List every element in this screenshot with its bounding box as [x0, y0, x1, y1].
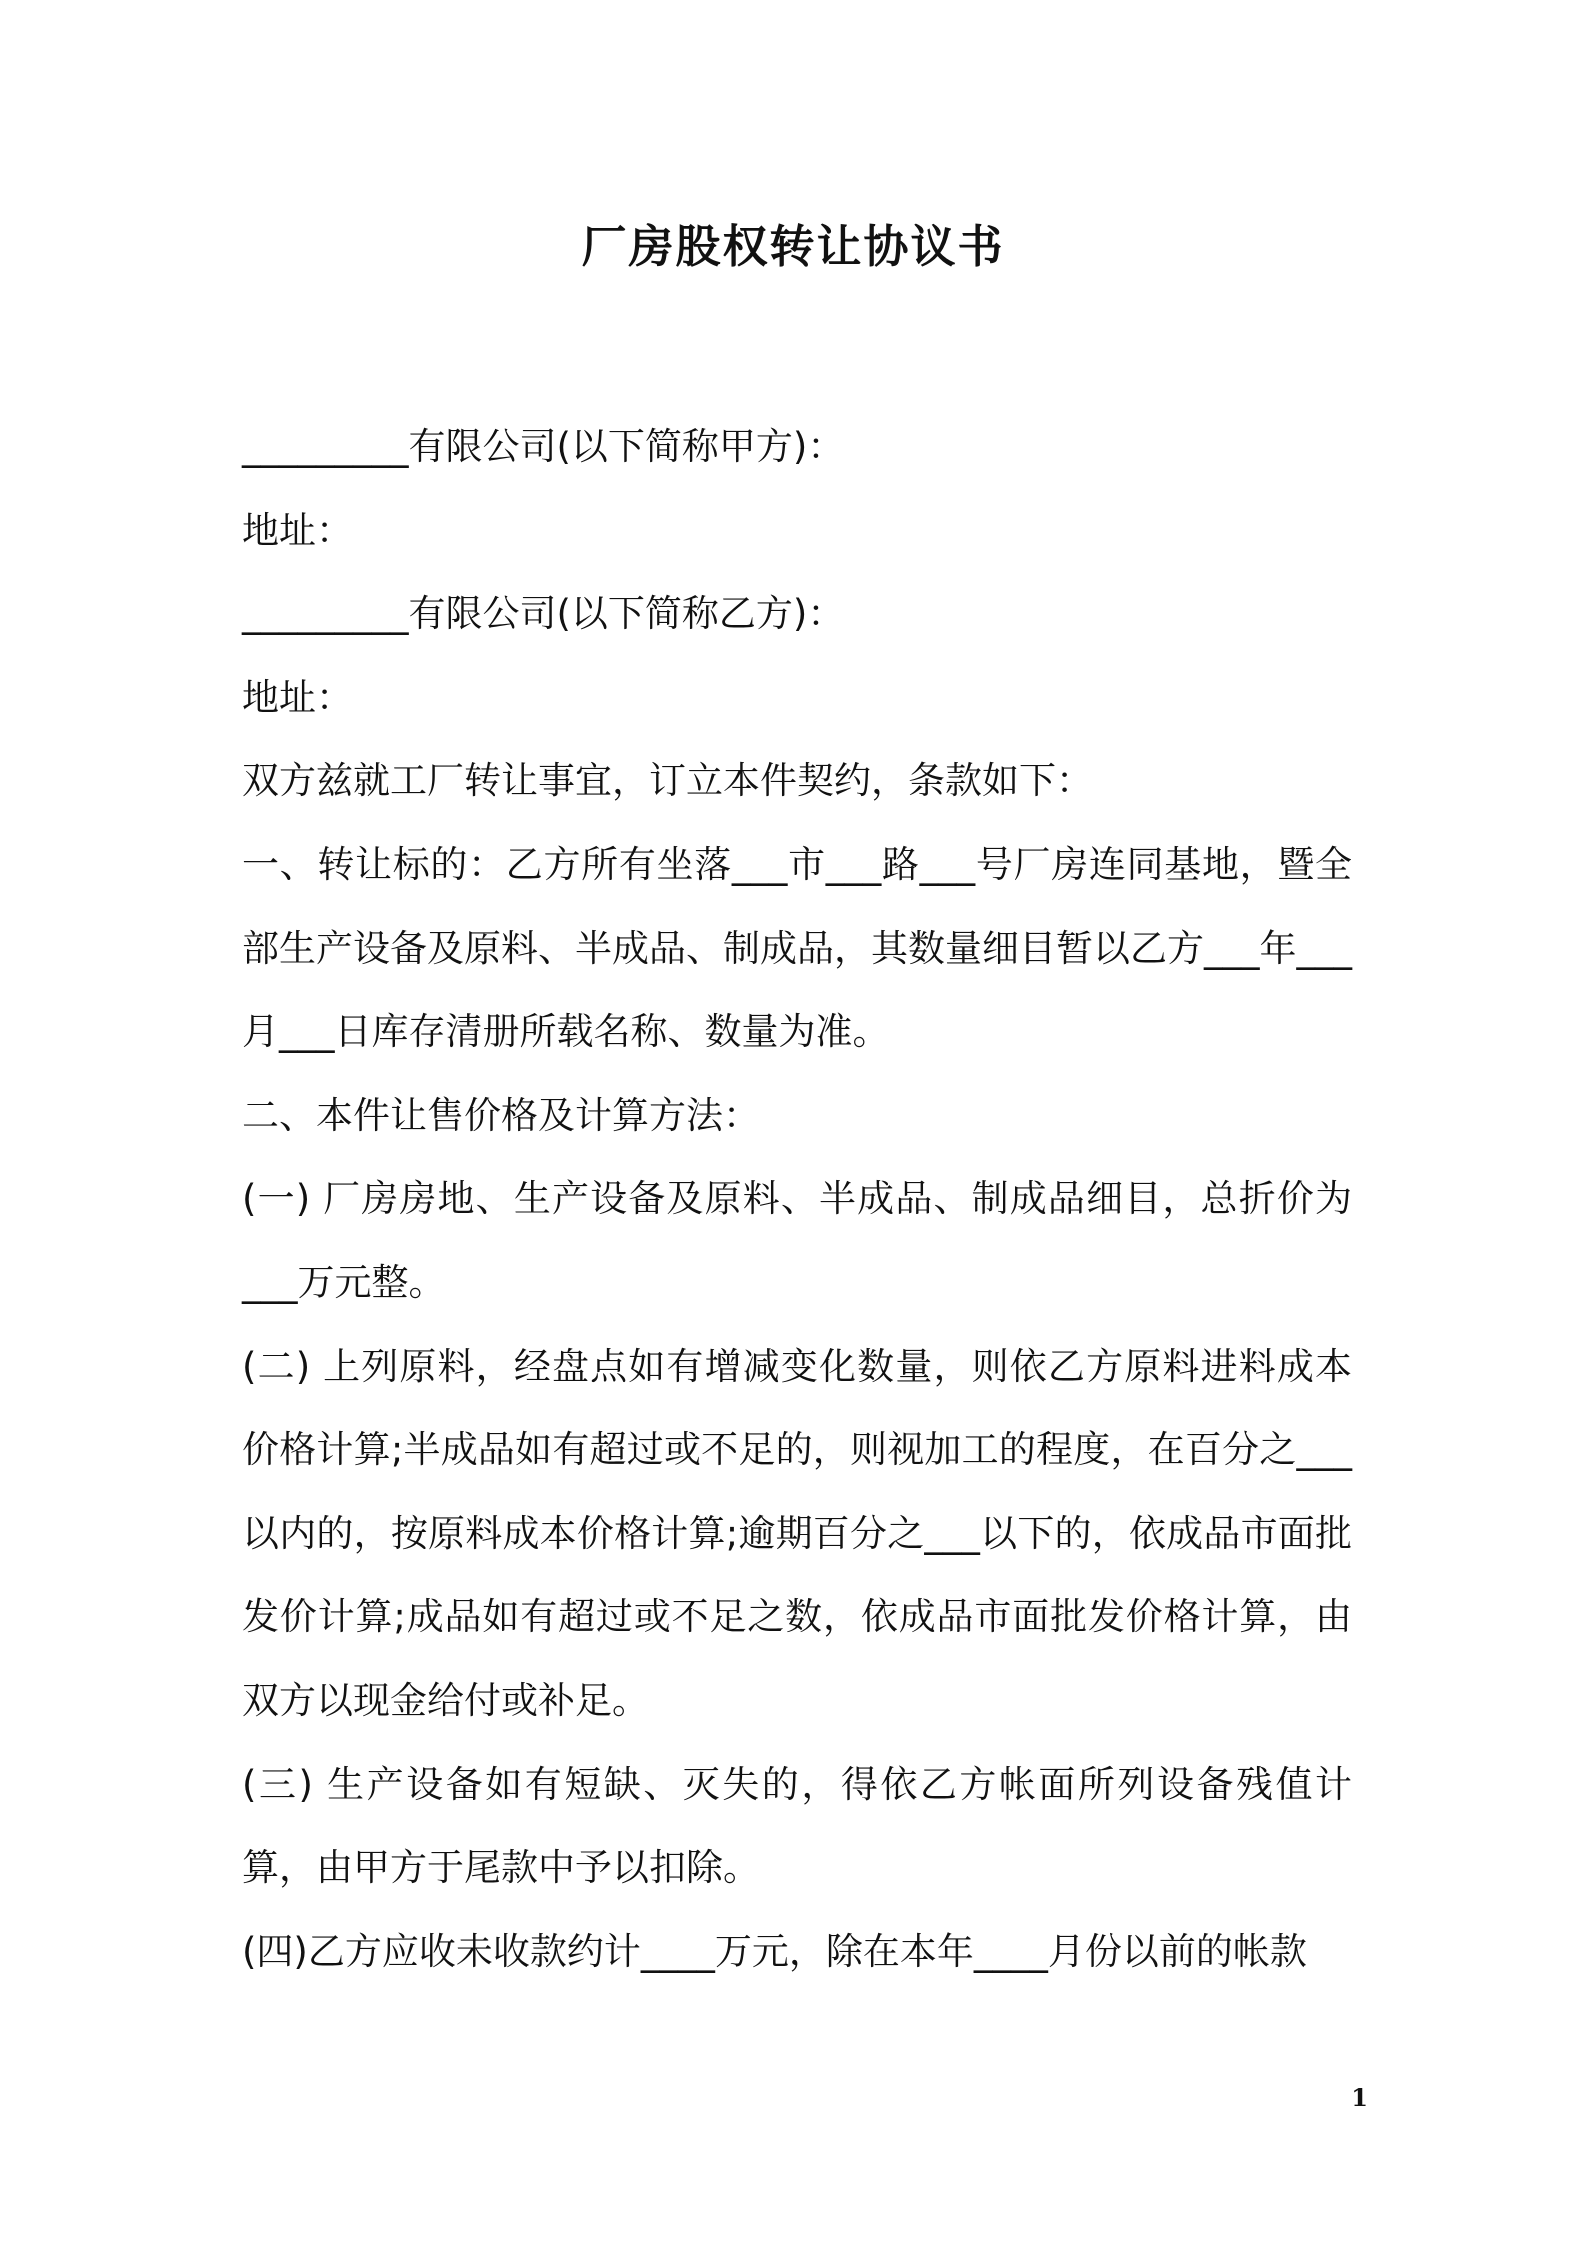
document-body [242, 405, 1352, 1993]
page-number: 1 [1351, 2083, 1368, 2112]
preamble-paragraph: 双方兹就工厂转让事宜，订立本件契约，条款如下： [242, 759, 1093, 803]
party-a-address: 地址： [242, 508, 353, 552]
clause-2-heading: 二、本件让售价格及计算方法： [242, 1093, 760, 1137]
party-b-address: 地址： [242, 675, 353, 719]
party-b-line: _________有限公司(以下简称乙方)： [242, 592, 845, 636]
party-a-line: _________有限公司(以下简称甲方)： [242, 425, 845, 468]
clause-2-item-2: (二) 上列原料，经盘点如有增减变化数量，则依乙方原料进料成本价格计算;半成品如有超过或不足的，则视加工的程度，在百分之___以内的，按原料成本价格计算;逾期百分之___以下的，依成品市面批发价计算;成品如有超过或不足之数，依成品市面批发价格计算，由双方以现金给付或补足。 [242, 1344, 1352, 1722]
clause-2-item-4: (四)乙方应收未收款约计____万元，除在本年____月份以前的帐款 [242, 1929, 1307, 1973]
clause-2-item-1: (一) 厂房房地、生产设备及原料、半成品、制成品细目，总折价为___万元整。 [242, 1177, 1352, 1304]
document-title: 厂房股权转让协议书 [581, 220, 1005, 273]
clause-1-paragraph: 一、转让标的：乙方所有坐落___市___路___号厂房连同基地，暨全部生产设备及原料、半成品、制成品，其数量细目暂以乙方___年___月___日库存清册所载名称、数量为准。 [242, 842, 1352, 1054]
clause-2-item-3: (三) 生产设备如有短缺、灭失的，得依乙方帐面所列设备残值计算，由甲方于尾款中予以扣除。 [242, 1762, 1352, 1890]
